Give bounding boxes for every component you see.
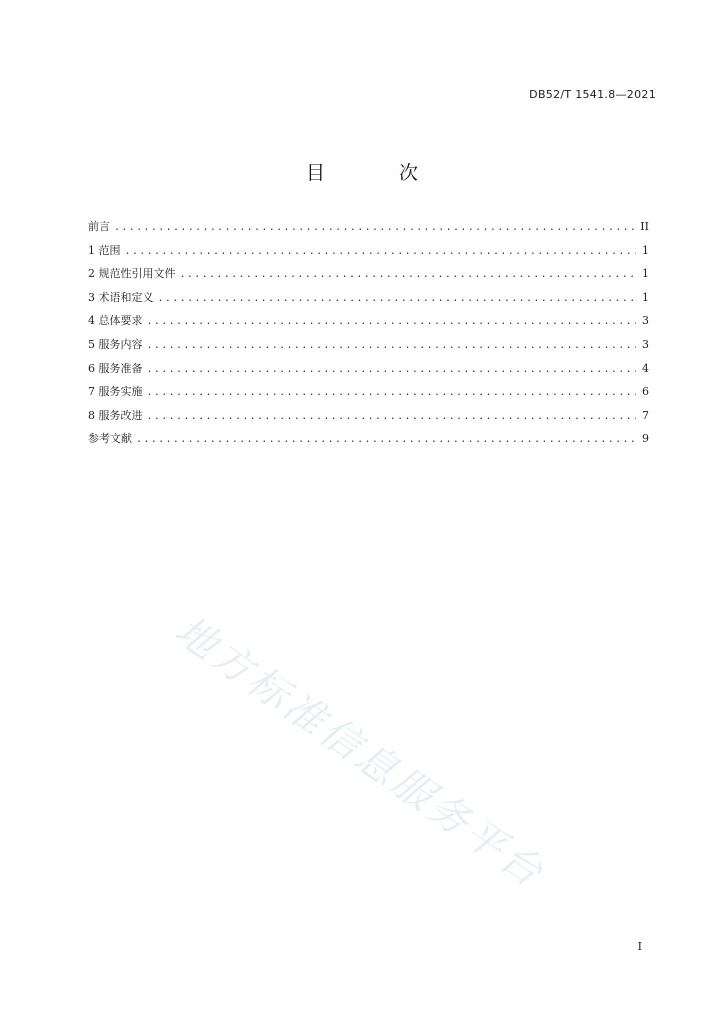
toc-entry-label: 参考文献 <box>88 432 132 446</box>
toc-entry-normative-references[interactable] <box>88 262 649 286</box>
toc-entry-page: 6 <box>642 385 649 399</box>
toc-entry-label: 3 术语和定义 <box>88 290 154 304</box>
toc-entry-foreword[interactable] <box>88 215 649 239</box>
toc-entry-page: 3 <box>642 337 649 351</box>
toc-leader-dots <box>125 240 637 264</box>
toc-entry-service-content[interactable] <box>88 333 649 357</box>
toc-leader-dots <box>147 405 637 429</box>
toc-entry-page: 9 <box>642 432 649 446</box>
toc-entry-page: 1 <box>642 267 649 281</box>
toc-leader-dots <box>147 334 637 358</box>
toc-entry-label: 前言 <box>88 220 110 233</box>
table-of-contents <box>88 215 649 451</box>
toc-leader-dots <box>180 263 637 287</box>
toc-entry-label: 8 服务改进 <box>88 408 143 422</box>
toc-entry-page: 1 <box>642 243 649 257</box>
document-code: DB52/T 1541.8—2021 <box>529 88 656 101</box>
toc-entry-service-improvement[interactable] <box>88 404 649 428</box>
toc-entry-service-implementation[interactable] <box>88 380 649 404</box>
toc-entry-service-preparation[interactable] <box>88 357 649 381</box>
toc-leader-dots <box>147 310 637 334</box>
toc-leader-dots <box>136 428 636 452</box>
toc-leader-dots <box>147 381 637 405</box>
toc-entry-label: 5 服务内容 <box>88 337 143 351</box>
toc-leader-dots <box>147 358 637 382</box>
toc-entry-page: 4 <box>642 361 649 375</box>
toc-entry-page: II <box>640 220 649 233</box>
toc-entry-page: 1 <box>642 290 649 304</box>
toc-entry-bibliography[interactable] <box>88 427 649 451</box>
toc-entry-page: 7 <box>642 408 649 422</box>
toc-entry-scope[interactable] <box>88 239 649 263</box>
watermark: 地方标准信息服务平台 <box>166 607 554 898</box>
toc-leader-dots <box>114 216 634 240</box>
toc-entry-general-requirements[interactable] <box>88 309 649 333</box>
page-number: I <box>637 940 642 953</box>
toc-leader-dots <box>158 287 637 311</box>
toc-entry-label: 6 服务准备 <box>88 361 143 375</box>
toc-entry-label: 1 范围 <box>88 243 121 257</box>
toc-title: 目 次 <box>305 162 453 184</box>
toc-entry-label: 2 规范性引用文件 <box>88 267 176 281</box>
toc-entry-label: 4 总体要求 <box>88 314 143 328</box>
toc-entry-terms-definitions[interactable] <box>88 286 649 310</box>
toc-entry-page: 3 <box>642 314 649 328</box>
toc-entry-label: 7 服务实施 <box>88 385 143 399</box>
